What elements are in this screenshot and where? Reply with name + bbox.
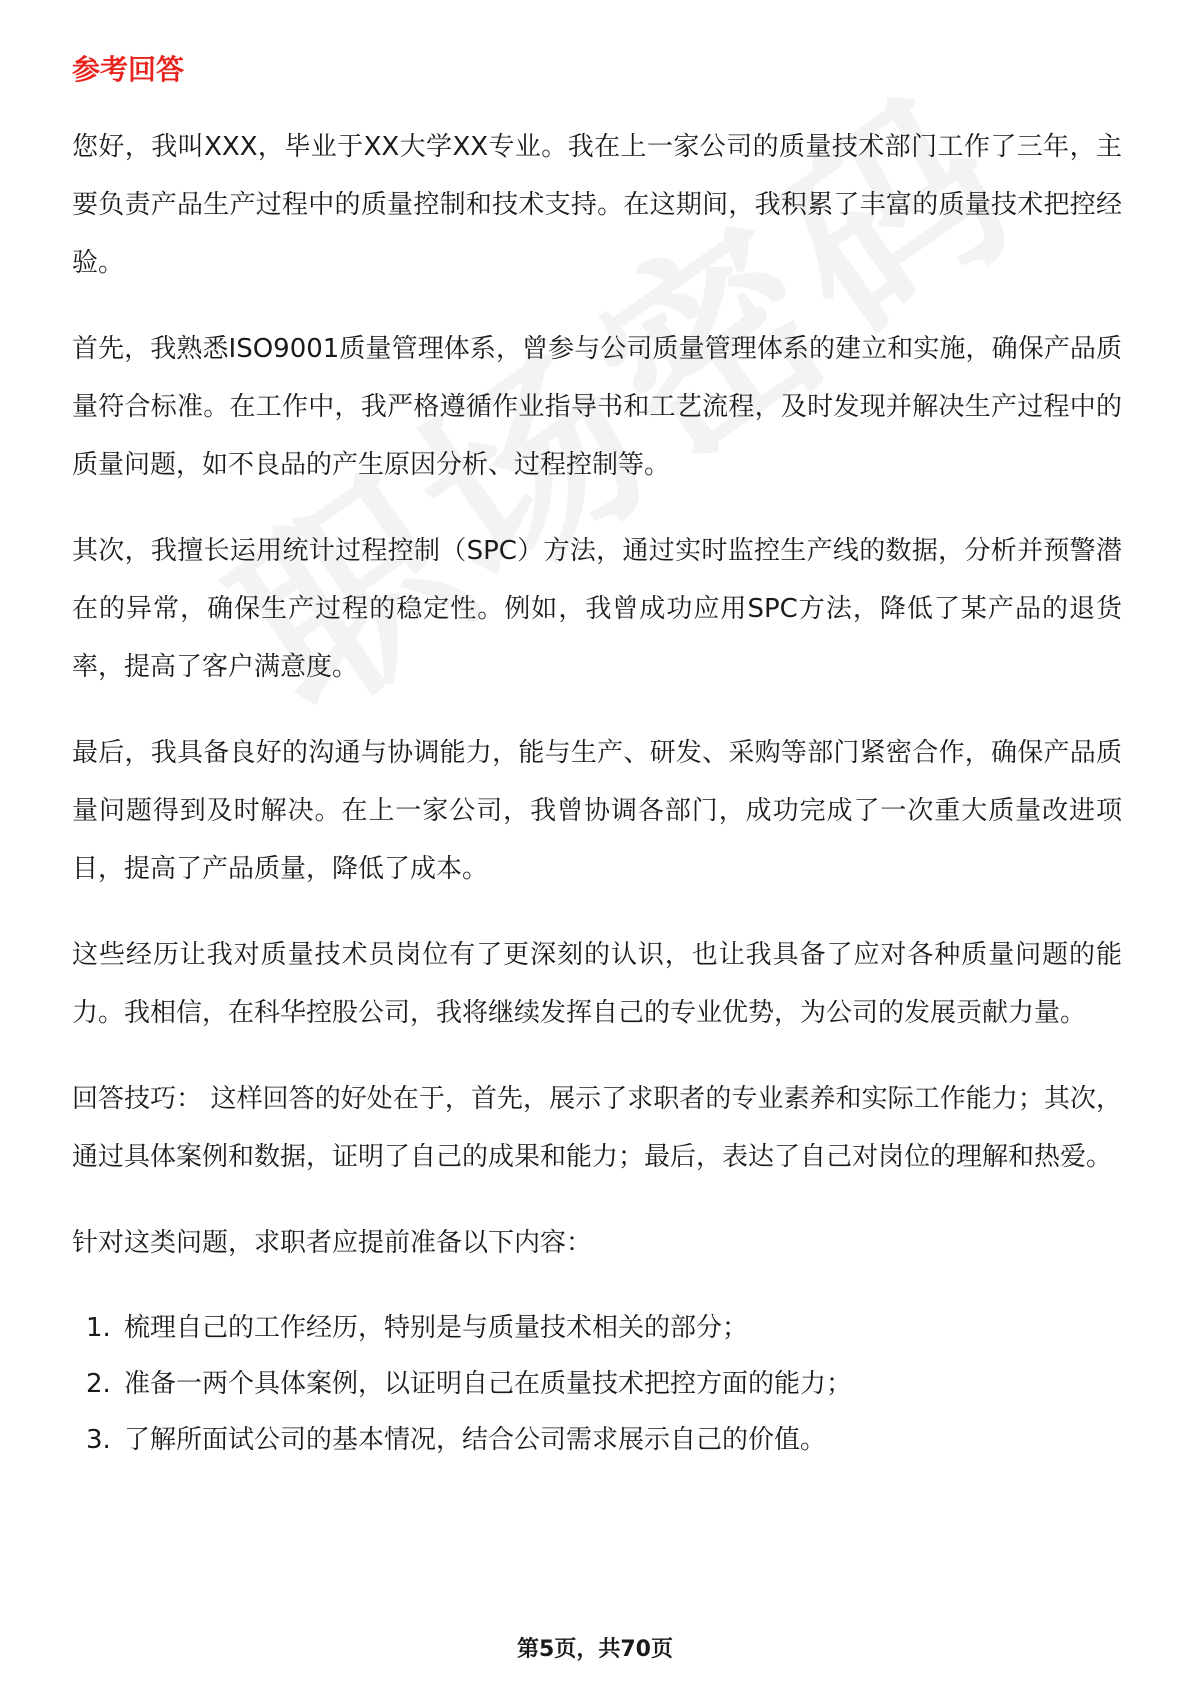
paragraph-summary: 这些经历让我对质量技术员岗位有了更深刻的认识，也让我具备了应对各种质量问题的能力。我相信，在科华控股公司，我将继续发挥自己的专业优势，为公司的发展贡献力量。 <box>72 940 1122 1028</box>
list-item-text: 了解所面试公司的基本情况，结合公司需求展示自己的价值。 <box>124 1425 827 1455</box>
paragraph-first: 首先，我熟悉ISO9001质量管理体系，曾参与公司质量管理体系的建立和实施，确保产品质量符合标准。在工作中，我严格遵循作业指导书和工艺流程，及时发现并解决生产过程中的质量问题，如不良品的产生原因分析、过程控制等。 <box>72 334 1122 480</box>
list-item <box>72 1300 1122 1356</box>
paragraph-prep-intro: 针对这类问题，求职者应提前准备以下内容： <box>72 1228 593 1258</box>
paragraph-tips: 回答技巧： 这样回答的好处在于，首先，展示了求职者的专业素养和实际工作能力；其次，通过具体案例和数据，证明了自己的成果和能力；最后，表达了自己对岗位的理解和热爱。 <box>72 1084 1122 1172</box>
prep-list <box>72 1300 1122 1468</box>
paragraph-last: 最后，我具备良好的沟通与协调能力，能与生产、研发、采购等部门紧密合作，确保产品质量问题得到及时解决。在上一家公司，我曾协调各部门，成功完成了一次重大质量改进项目，提高了产品质量，降低了成本。 <box>72 738 1122 884</box>
paragraph-second: 其次，我擅长运用统计过程控制（SPC）方法，通过实时监控生产线的数据，分析并预警潜在的异常，确保生产过程的稳定性。例如，我曾成功应用SPC方法，降低了某产品的退货率，提高了客户满意度。 <box>72 536 1122 682</box>
list-item-text: 梳理自己的工作经历，特别是与质量技术相关的部分； <box>124 1313 749 1343</box>
list-item-number: 1. <box>86 1313 111 1343</box>
document-body <box>72 48 1122 1468</box>
list-item-number: 3. <box>86 1425 111 1455</box>
page-number: 第5页，共70页 <box>517 1637 673 1662</box>
paragraph-intro: 您好，我叫XXX，毕业于XX大学XX专业。我在上一家公司的质量技术部门工作了三年，主要负责产品生产过程中的质量控制和技术支持。在这期间，我积累了丰富的质量技术把控经验。 <box>72 132 1122 278</box>
list-item <box>72 1412 1122 1468</box>
list-item <box>72 1356 1122 1412</box>
list-item-text: 准备一两个具体案例，以证明自己在质量技术把控方面的能力； <box>124 1369 853 1399</box>
section-heading: 参考回答 <box>72 53 185 86</box>
list-item-number: 2. <box>86 1369 111 1399</box>
